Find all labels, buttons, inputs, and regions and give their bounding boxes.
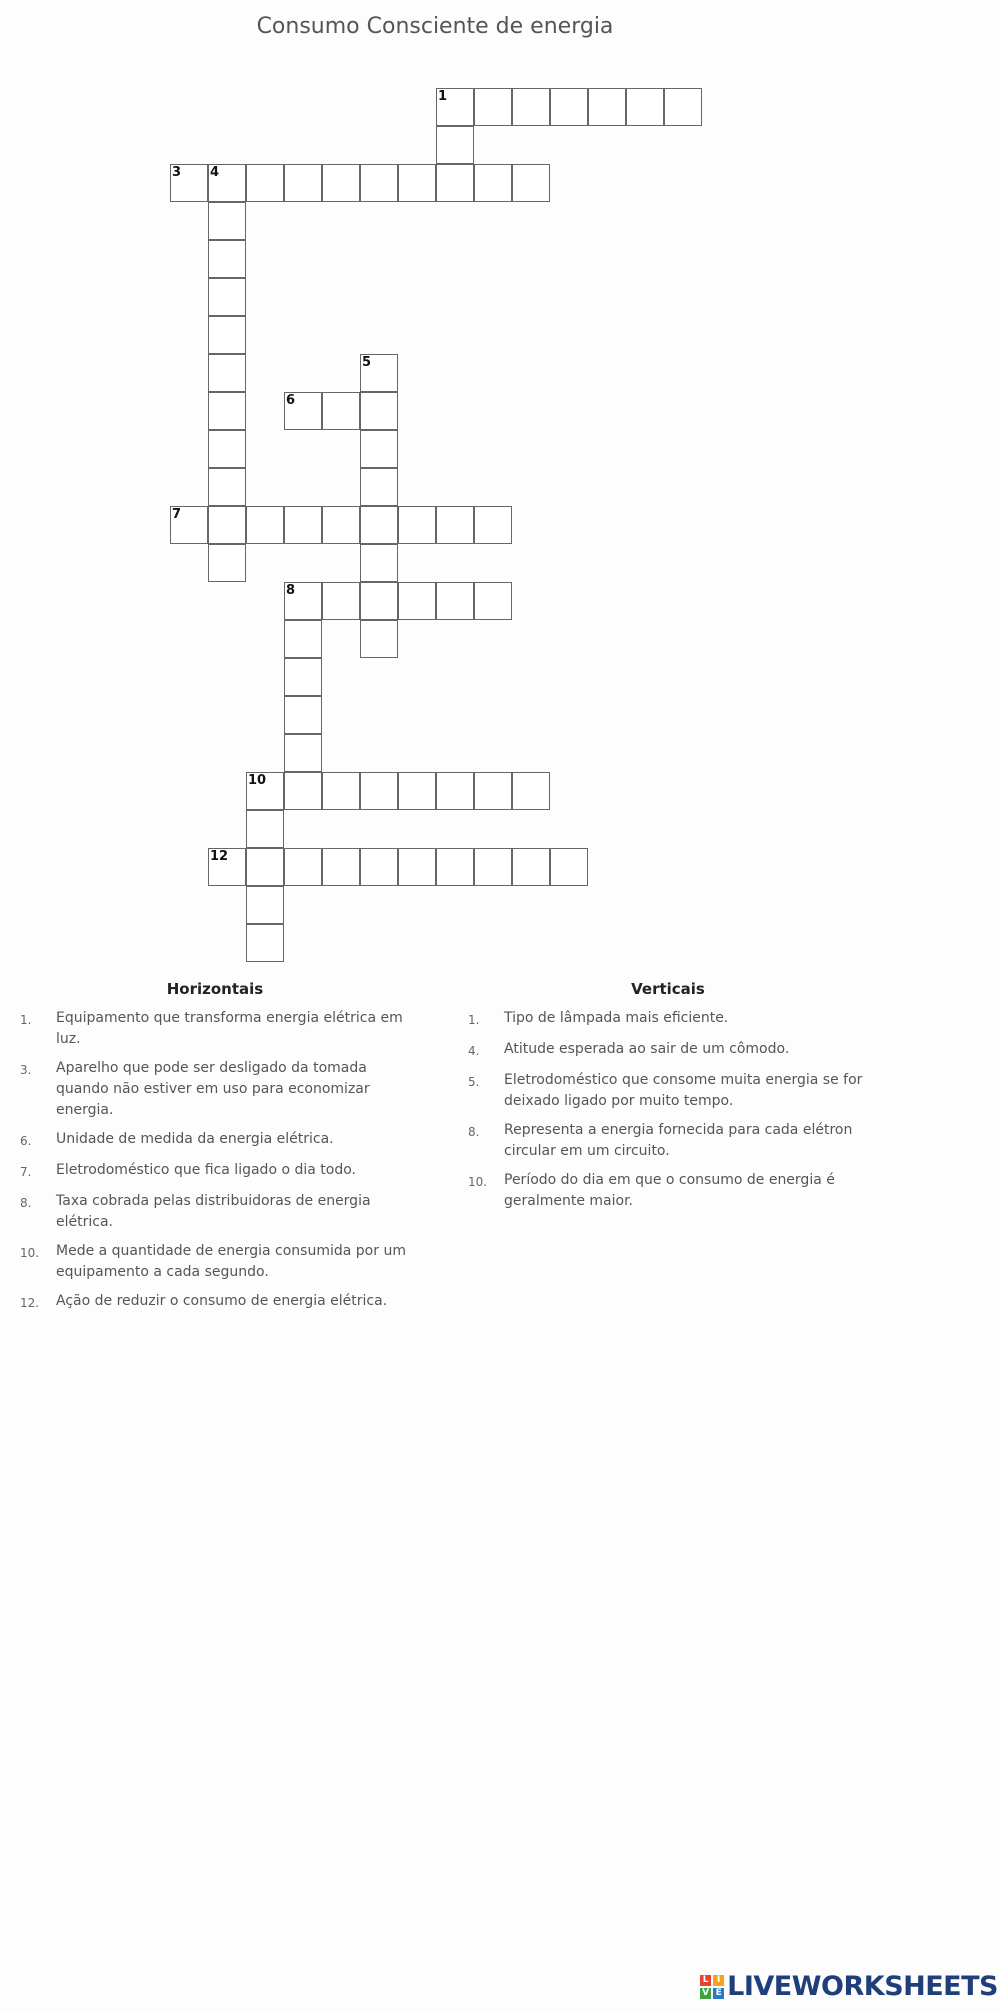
- crossword-cell[interactable]: [398, 506, 436, 544]
- clue-item: [468, 1170, 868, 1212]
- crossword-cell[interactable]: [474, 582, 512, 620]
- clue-item-number: 12.: [20, 1296, 40, 1310]
- crossword-cell[interactable]: [284, 658, 322, 696]
- clue-item-number: 1.: [20, 1013, 32, 1027]
- crossword-cell[interactable]: [512, 164, 550, 202]
- crossword-cell[interactable]: [208, 240, 246, 278]
- crossword-cell[interactable]: [246, 164, 284, 202]
- clue-item: [20, 1160, 410, 1183]
- clue-number: 12: [210, 849, 229, 864]
- crossword-cell[interactable]: [208, 544, 246, 582]
- crossword-cell[interactable]: [208, 392, 246, 430]
- clue-item-number: 1.: [468, 1013, 480, 1027]
- clue-item-text: Mede a quantidade de energia consumida por um equipamento a cada segundo.: [56, 1243, 406, 1280]
- crossword-cell[interactable]: [550, 88, 588, 126]
- crossword-cell[interactable]: [246, 924, 284, 962]
- crossword-cell[interactable]: [398, 848, 436, 886]
- clue-item-text: Período do dia em que o consumo de energia é geralmente maior.: [504, 1172, 835, 1209]
- crossword-cell[interactable]: [512, 772, 550, 810]
- crossword-cell[interactable]: [436, 126, 474, 164]
- crossword-cell[interactable]: [322, 772, 360, 810]
- clue-number: 4: [210, 165, 220, 180]
- clue-item-number: 6.: [20, 1134, 32, 1148]
- crossword-cell[interactable]: [284, 164, 322, 202]
- crossword-cell[interactable]: [436, 164, 474, 202]
- clue-item: [468, 1070, 868, 1112]
- clue-item: [20, 1058, 410, 1121]
- crossword-cell[interactable]: [284, 848, 322, 886]
- crossword-cell[interactable]: [512, 88, 550, 126]
- clue-item-text: Representa a energia fornecida para cada elétron circular em um circuito.: [504, 1122, 853, 1159]
- crossword-cell[interactable]: [474, 772, 512, 810]
- crossword-cell[interactable]: [322, 164, 360, 202]
- down-heading: Verticais: [631, 980, 705, 998]
- clues-down: [468, 980, 868, 1220]
- crossword-cell[interactable]: [436, 772, 474, 810]
- crossword-cell[interactable]: [322, 392, 360, 430]
- crossword-cell[interactable]: [208, 848, 246, 886]
- crossword-cell[interactable]: [284, 506, 322, 544]
- crossword-cell[interactable]: [664, 88, 702, 126]
- crossword-cell[interactable]: [208, 316, 246, 354]
- liveworksheets-icon: [700, 1975, 724, 1999]
- crossword-cell[interactable]: [246, 810, 284, 848]
- crossword-cell[interactable]: [360, 772, 398, 810]
- clue-item: [20, 1008, 410, 1050]
- crossword-cell[interactable]: [360, 848, 398, 886]
- crossword-cell[interactable]: [360, 164, 398, 202]
- clue-number: 10: [248, 773, 267, 788]
- crossword-cell[interactable]: [474, 88, 512, 126]
- crossword-cell[interactable]: [360, 354, 398, 392]
- clue-item-text: Eletrodoméstico que fica ligado o dia todo.: [56, 1162, 356, 1178]
- brand-icon-letter: L: [700, 1975, 711, 1986]
- crossword-cell[interactable]: [170, 164, 208, 202]
- clue-item: [20, 1129, 410, 1152]
- across-heading: Horizontais: [166, 980, 264, 998]
- clue-item: [20, 1241, 410, 1283]
- crossword-cell[interactable]: [208, 506, 246, 544]
- crossword-cell[interactable]: [588, 88, 626, 126]
- crossword-cell[interactable]: [284, 734, 322, 772]
- crossword-cell[interactable]: [246, 886, 284, 924]
- clue-item-number: 4.: [468, 1044, 480, 1058]
- clue-number: 3: [172, 165, 182, 180]
- crossword-cell[interactable]: [360, 392, 398, 430]
- clue-item: [468, 1039, 868, 1062]
- crossword-cell[interactable]: [208, 468, 246, 506]
- crossword-cell[interactable]: [170, 506, 208, 544]
- clue-item-text: Tipo de lâmpada mais eficiente.: [504, 1010, 729, 1026]
- crossword-cell[interactable]: [208, 430, 246, 468]
- crossword-cell[interactable]: [360, 430, 398, 468]
- clue-item-text: Taxa cobrada pelas distribuidoras de energia elétrica.: [56, 1193, 371, 1230]
- brand-icon-letter: V: [700, 1988, 711, 1999]
- clue-item: [468, 1120, 868, 1162]
- crossword-cell[interactable]: [284, 620, 322, 658]
- clue-item-number: 7.: [20, 1165, 32, 1179]
- crossword-cell[interactable]: [360, 506, 398, 544]
- crossword-cell[interactable]: [398, 582, 436, 620]
- crossword-cell[interactable]: [360, 582, 398, 620]
- clue-item-number: 3.: [20, 1063, 32, 1077]
- clue-number: 8: [286, 583, 296, 598]
- down-clue-list: [468, 1008, 868, 1212]
- clue-number: 6: [286, 393, 296, 408]
- crossword-cell[interactable]: [208, 278, 246, 316]
- clue-item-number: 8.: [20, 1196, 32, 1210]
- crossword-cell[interactable]: [208, 202, 246, 240]
- crossword-cell[interactable]: [322, 506, 360, 544]
- crossword-cell[interactable]: [436, 506, 474, 544]
- crossword-cell[interactable]: [512, 848, 550, 886]
- crossword-cell[interactable]: [360, 544, 398, 582]
- crossword-cell[interactable]: [550, 848, 588, 886]
- clue-item-number: 10.: [468, 1175, 488, 1189]
- clues-across: [20, 980, 410, 1322]
- crossword-cell[interactable]: [284, 582, 322, 620]
- crossword-cell[interactable]: [322, 582, 360, 620]
- crossword-cell[interactable]: [284, 392, 322, 430]
- clue-number: 1: [438, 89, 448, 104]
- crossword-cell[interactable]: [360, 620, 398, 658]
- clue-number: 5: [362, 355, 372, 370]
- crossword-cell[interactable]: [208, 164, 246, 202]
- liveworksheets-logo: [700, 1971, 998, 2002]
- clue-item-text: Eletrodoméstico que consome muita energia se for deixado ligado por muito tempo.: [504, 1072, 863, 1109]
- crossword-cell[interactable]: [436, 848, 474, 886]
- brand-icon-letter: E: [713, 1988, 724, 1999]
- crossword-cell[interactable]: [246, 772, 284, 810]
- crossword-cell[interactable]: [436, 88, 474, 126]
- crossword-cell[interactable]: [246, 506, 284, 544]
- crossword-grid: [0, 0, 1000, 950]
- across-clue-list: [20, 1008, 410, 1314]
- clue-number: 7: [172, 507, 182, 522]
- clue-item: [20, 1191, 410, 1233]
- crossword-cell[interactable]: [360, 468, 398, 506]
- crossword-cell[interactable]: [474, 164, 512, 202]
- crossword-cell[interactable]: [284, 772, 322, 810]
- crossword-cell[interactable]: [474, 506, 512, 544]
- brand-name: LIVEWORKSHEETS: [727, 1971, 998, 2002]
- crossword-cell[interactable]: [208, 354, 246, 392]
- crossword-cell[interactable]: [436, 582, 474, 620]
- clue-item: [20, 1291, 410, 1314]
- clue-item-text: Atitude esperada ao sair de um cômodo.: [504, 1041, 790, 1057]
- clue-item-number: 8.: [468, 1125, 480, 1139]
- brand-icon-letter: I: [713, 1975, 724, 1986]
- worksheet-title: Consumo Consciente de energia: [256, 14, 614, 39]
- crossword-cell[interactable]: [474, 848, 512, 886]
- crossword-cell[interactable]: [398, 772, 436, 810]
- clue-item-text: Equipamento que transforma energia elétrica em luz.: [56, 1010, 403, 1047]
- crossword-cell[interactable]: [626, 88, 664, 126]
- clue-item-number: 5.: [468, 1075, 480, 1089]
- clue-item-text: Aparelho que pode ser desligado da tomada quando não estiver em uso para economizar energia.: [56, 1060, 370, 1118]
- clue-item-text: Unidade de medida da energia elétrica.: [56, 1131, 334, 1147]
- crossword-cell[interactable]: [322, 848, 360, 886]
- clue-item-number: 10.: [20, 1246, 40, 1260]
- crossword-cell[interactable]: [284, 696, 322, 734]
- crossword-cell[interactable]: [246, 848, 284, 886]
- clue-item: [468, 1008, 868, 1031]
- crossword-cell[interactable]: [398, 164, 436, 202]
- clue-item-text: Ação de reduzir o consumo de energia elétrica.: [56, 1293, 388, 1309]
